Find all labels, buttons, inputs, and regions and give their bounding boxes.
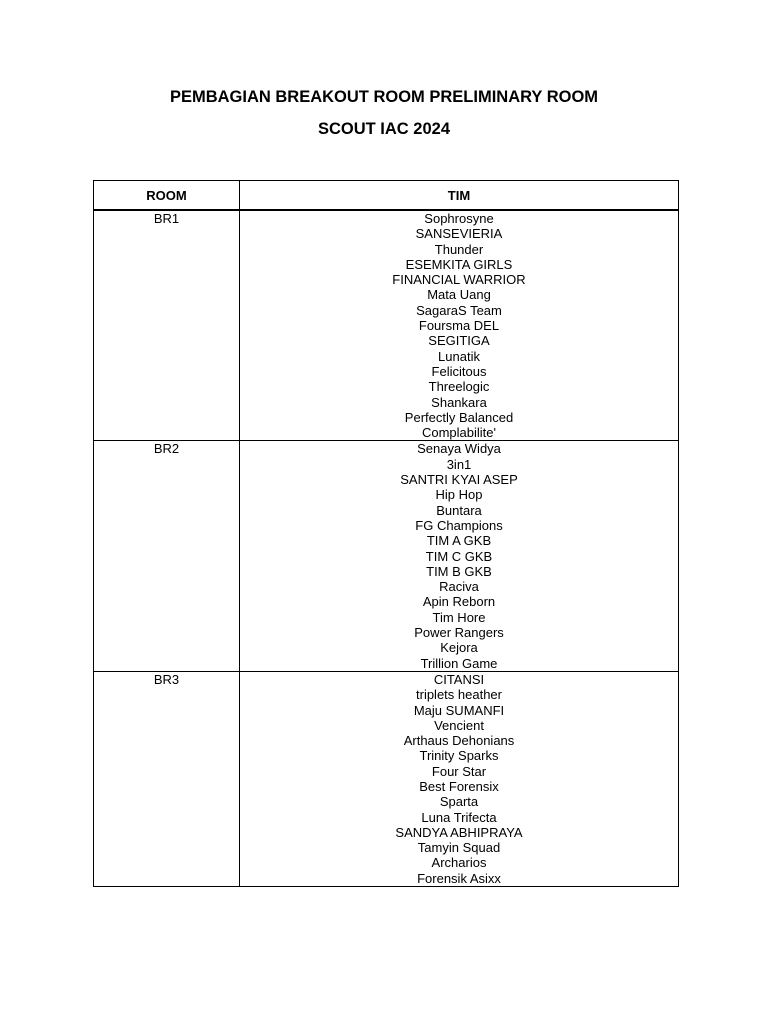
document-title: PEMBAGIAN BREAKOUT ROOM PRELIMINARY ROOM xyxy=(169,88,599,106)
team-name: Trillion Game xyxy=(420,655,498,671)
team-name: Kejora xyxy=(440,640,478,656)
team-name: triplets heather xyxy=(416,687,502,703)
table-row xyxy=(94,671,679,886)
team-name: Complabilite' xyxy=(421,425,496,441)
team-name: Archarios xyxy=(431,855,487,871)
team-name: Hip Hop xyxy=(435,487,483,503)
team-name: Tim Hore xyxy=(432,609,486,625)
table-row xyxy=(94,210,679,441)
table-header-row xyxy=(94,181,679,211)
team-name: ESEMKITA GIRLS xyxy=(405,256,513,272)
team-name: Arthaus Dehonians xyxy=(403,733,515,749)
team-name: Sparta xyxy=(439,794,479,810)
table-row xyxy=(94,441,679,671)
team-name: Raciva xyxy=(439,579,479,595)
team-name: Senaya Widya xyxy=(417,441,501,457)
team-name: Four Star xyxy=(431,763,487,779)
breakout-room-table xyxy=(93,180,679,887)
table-body xyxy=(94,210,679,887)
team-name: Shankara xyxy=(431,394,487,410)
team-name: Trinity Sparks xyxy=(419,748,499,764)
team-name: Apin Reborn xyxy=(422,594,496,610)
column-header-room: ROOM xyxy=(94,181,240,211)
team-name: FINANCIAL WARRIOR xyxy=(392,272,526,288)
team-name: Mata Uang xyxy=(427,287,491,303)
team-list-cell xyxy=(240,210,679,441)
team-name: TIM B GKB xyxy=(426,563,492,579)
team-name: Best Forensix xyxy=(419,778,499,794)
document-subtitle: SCOUT IAC 2024 xyxy=(317,120,451,138)
room-cell: BR3 xyxy=(94,671,240,886)
team-name: SEGITIGA xyxy=(428,333,490,349)
team-name: Luna Trifecta xyxy=(421,809,497,825)
team-name: FG Champions xyxy=(415,517,503,533)
team-name: Tamyin Squad xyxy=(417,840,501,856)
team-name: SagaraS Team xyxy=(416,302,502,318)
team-name: Forensik Asixx xyxy=(417,870,501,886)
team-name: Perfectly Balanced xyxy=(404,409,514,425)
team-name: SANDYA ABHIPRAYA xyxy=(395,824,523,840)
team-name: Maju SUMANFI xyxy=(413,702,505,718)
team-name: Buntara xyxy=(436,502,482,518)
column-header-tim: TIM xyxy=(240,181,679,211)
room-cell: BR2 xyxy=(94,441,240,671)
team-name: Vencient xyxy=(434,717,484,733)
team-list-cell xyxy=(240,441,679,671)
team-name: SANSEVIERIA xyxy=(415,226,503,242)
team-name: Threelogic xyxy=(428,379,490,395)
team-name: Power Rangers xyxy=(414,625,504,641)
team-name: Foursma DEL xyxy=(418,318,500,334)
team-name: Lunatik xyxy=(438,348,480,364)
team-list-cell xyxy=(240,671,679,886)
room-cell: BR1 xyxy=(94,210,240,441)
team-name: Felicitous xyxy=(431,363,487,379)
team-name: TIM A GKB xyxy=(426,533,492,549)
team-name: 3in1 xyxy=(446,456,472,472)
team-name: TIM C GKB xyxy=(425,548,493,564)
team-name: Thunder xyxy=(434,241,484,257)
team-name: CITANSI xyxy=(433,671,485,687)
team-name: SANTRI KYAI ASEP xyxy=(400,472,518,488)
team-name: Sophrosyne xyxy=(424,211,494,226)
